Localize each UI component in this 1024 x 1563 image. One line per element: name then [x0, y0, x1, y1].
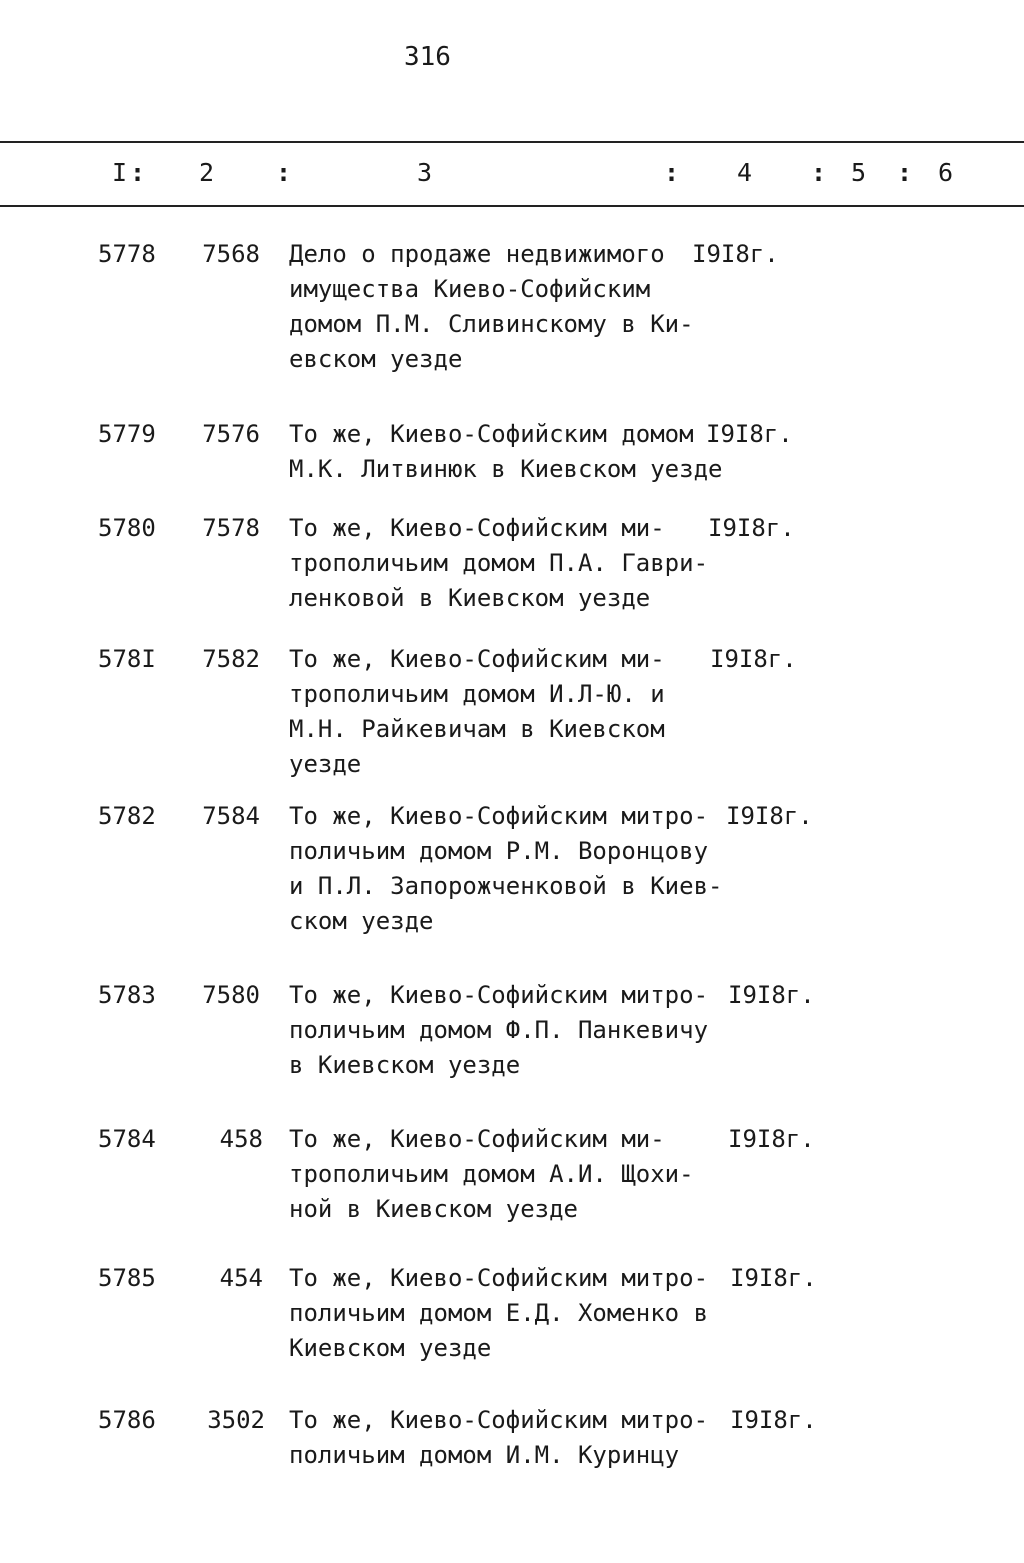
header-col-5: 5 [851, 158, 867, 187]
case-year: I9I8г. [726, 802, 813, 830]
inventory-number: 5785 [98, 1264, 156, 1292]
header-separator: : [130, 158, 146, 187]
header-separator: : [276, 158, 292, 187]
header-col-2: 2 [199, 158, 215, 187]
case-description: Дело о продаже недвижимого имущества Киево-Софийским домом П.М. Сливинскому в Ки- евском уезде [289, 240, 694, 373]
old-number: 7568 [202, 240, 260, 268]
table-rule-top [0, 141, 1024, 143]
inventory-number: 5780 [98, 514, 156, 542]
old-number: 7578 [202, 514, 260, 542]
page-number: 316 [404, 42, 451, 72]
case-year: I9I8г. [728, 1125, 815, 1153]
case-year: I9I8г. [710, 645, 797, 673]
case-description: То же, Киево-Софийским ми- трополичьим домом А.И. Щохи- ной в Киевском уезде [289, 1125, 694, 1223]
old-number: 7580 [202, 981, 260, 1009]
inventory-number: 578I [98, 645, 156, 673]
table-rule-bottom [0, 205, 1024, 207]
header-separator: : [811, 158, 827, 187]
old-number: 7582 [202, 645, 260, 673]
case-description: То же, Киево-Софийским домом М.К. Литвинюк в Киевском уезде [289, 420, 723, 483]
case-year: I9I8г. [730, 1406, 817, 1434]
case-description: То же, Киево-Софийским митро- поличьим домом Е.Д. Хоменко в Киевском уезде [289, 1264, 709, 1362]
header-separator: : [664, 158, 680, 187]
inventory-number: 5786 [98, 1406, 156, 1434]
case-description: То же, Киево-Софийским ми- трополичьим домом И.Л-Ю. и М.Н. Райкевичам в Киевском уезде [289, 645, 665, 778]
case-year: I9I8г. [728, 981, 815, 1009]
case-description: То же, Киево-Софийским митро- поличьим домом И.М. Куринцу [289, 1406, 709, 1469]
old-number: 454 [219, 1264, 263, 1292]
inventory-number: 5784 [98, 1125, 156, 1153]
inventory-number: 5778 [98, 240, 156, 268]
header-col-6: 6 [938, 158, 954, 187]
case-description: То же, Киево-Софийским митро- поличьим домом Ф.П. Панкевичу в Киевском уезде [289, 981, 709, 1079]
case-year: I9I8г. [692, 240, 779, 268]
old-number: 458 [219, 1125, 263, 1153]
case-description: То же, Киево-Софийским митро- поличьим домом Р.М. Воронцову и П.Л. Запорожченковой в Киев- ском уезде [289, 802, 723, 935]
inventory-number: 5783 [98, 981, 156, 1009]
old-number: 7576 [202, 420, 260, 448]
header-col-3: 3 [417, 158, 433, 187]
case-year: I9I8г. [708, 514, 795, 542]
header-col-4: 4 [737, 158, 753, 187]
old-number: 3502 [207, 1406, 265, 1434]
case-year: I9I8г. [706, 420, 793, 448]
header-col-1: I [112, 158, 128, 187]
old-number: 7584 [202, 802, 260, 830]
case-year: I9I8г. [730, 1264, 817, 1292]
inventory-number: 5782 [98, 802, 156, 830]
header-separator: : [897, 158, 913, 187]
case-description: То же, Киево-Софийским ми- трополичьим домом П.А. Гаври- ленковой в Киевском уезде [289, 514, 709, 612]
inventory-number: 5779 [98, 420, 156, 448]
